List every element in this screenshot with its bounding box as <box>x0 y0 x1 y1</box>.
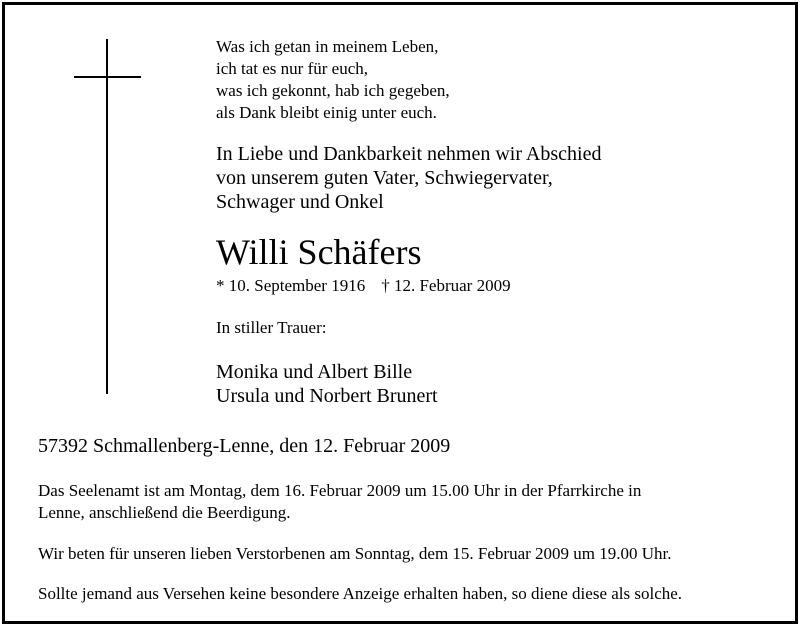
deceased-name: Willi Schäfers <box>216 232 422 272</box>
prayer-notice: Wir beten für unseren lieben Verstorbenen am Sonntag, dem 15. Februar 2009 um 19.00 Uhr. <box>38 544 672 563</box>
verse <box>216 36 450 124</box>
cross-horizontal-bar <box>74 76 141 78</box>
mourner-name: Monika und Albert Bille <box>216 361 413 383</box>
verse-line: ich tat es nur für euch, <box>216 59 368 78</box>
death-date: † 12. Februar 2009 <box>381 276 511 295</box>
cross-vertical-bar <box>106 39 108 394</box>
verse-line: was ich gekonnt, hab ich gegeben, <box>216 81 450 100</box>
intro-line: von unserem guten Vater, Schwiegervater, <box>216 167 553 189</box>
obituary-frame <box>2 2 798 624</box>
requiem-notice-line: Lenne, anschließend die Beerdigung. <box>38 503 291 522</box>
requiem-notice-line: Das Seelenamt ist am Montag, dem 16. Februar 2009 um 15.00 Uhr in der Pfarrkirche in <box>38 481 642 500</box>
verse-line: Was ich getan in meinem Leben, <box>216 37 439 56</box>
mourner-name: Ursula und Norbert Brunert <box>216 385 438 407</box>
mourning-label: In stiller Trauer: <box>216 318 327 337</box>
intro-line: In Liebe und Dankbarkeit nehmen wir Abschied <box>216 143 602 165</box>
birth-date: * 10. September 1916 <box>216 276 366 295</box>
intro-line: Schwager und Onkel <box>216 191 384 213</box>
farewell-intro <box>216 142 601 214</box>
mourners-list <box>216 360 438 408</box>
life-dates <box>216 276 511 296</box>
verse-line: als Dank bleibt einig unter euch. <box>216 103 437 122</box>
closing-notice: Sollte jemand aus Versehen keine besondere Anzeige erhalten haben, so diene diese als solche. <box>38 584 683 603</box>
place-and-date: 57392 Schmallenberg-Lenne, den 12. Februar 2009 <box>38 435 451 457</box>
requiem-notice <box>38 480 641 524</box>
